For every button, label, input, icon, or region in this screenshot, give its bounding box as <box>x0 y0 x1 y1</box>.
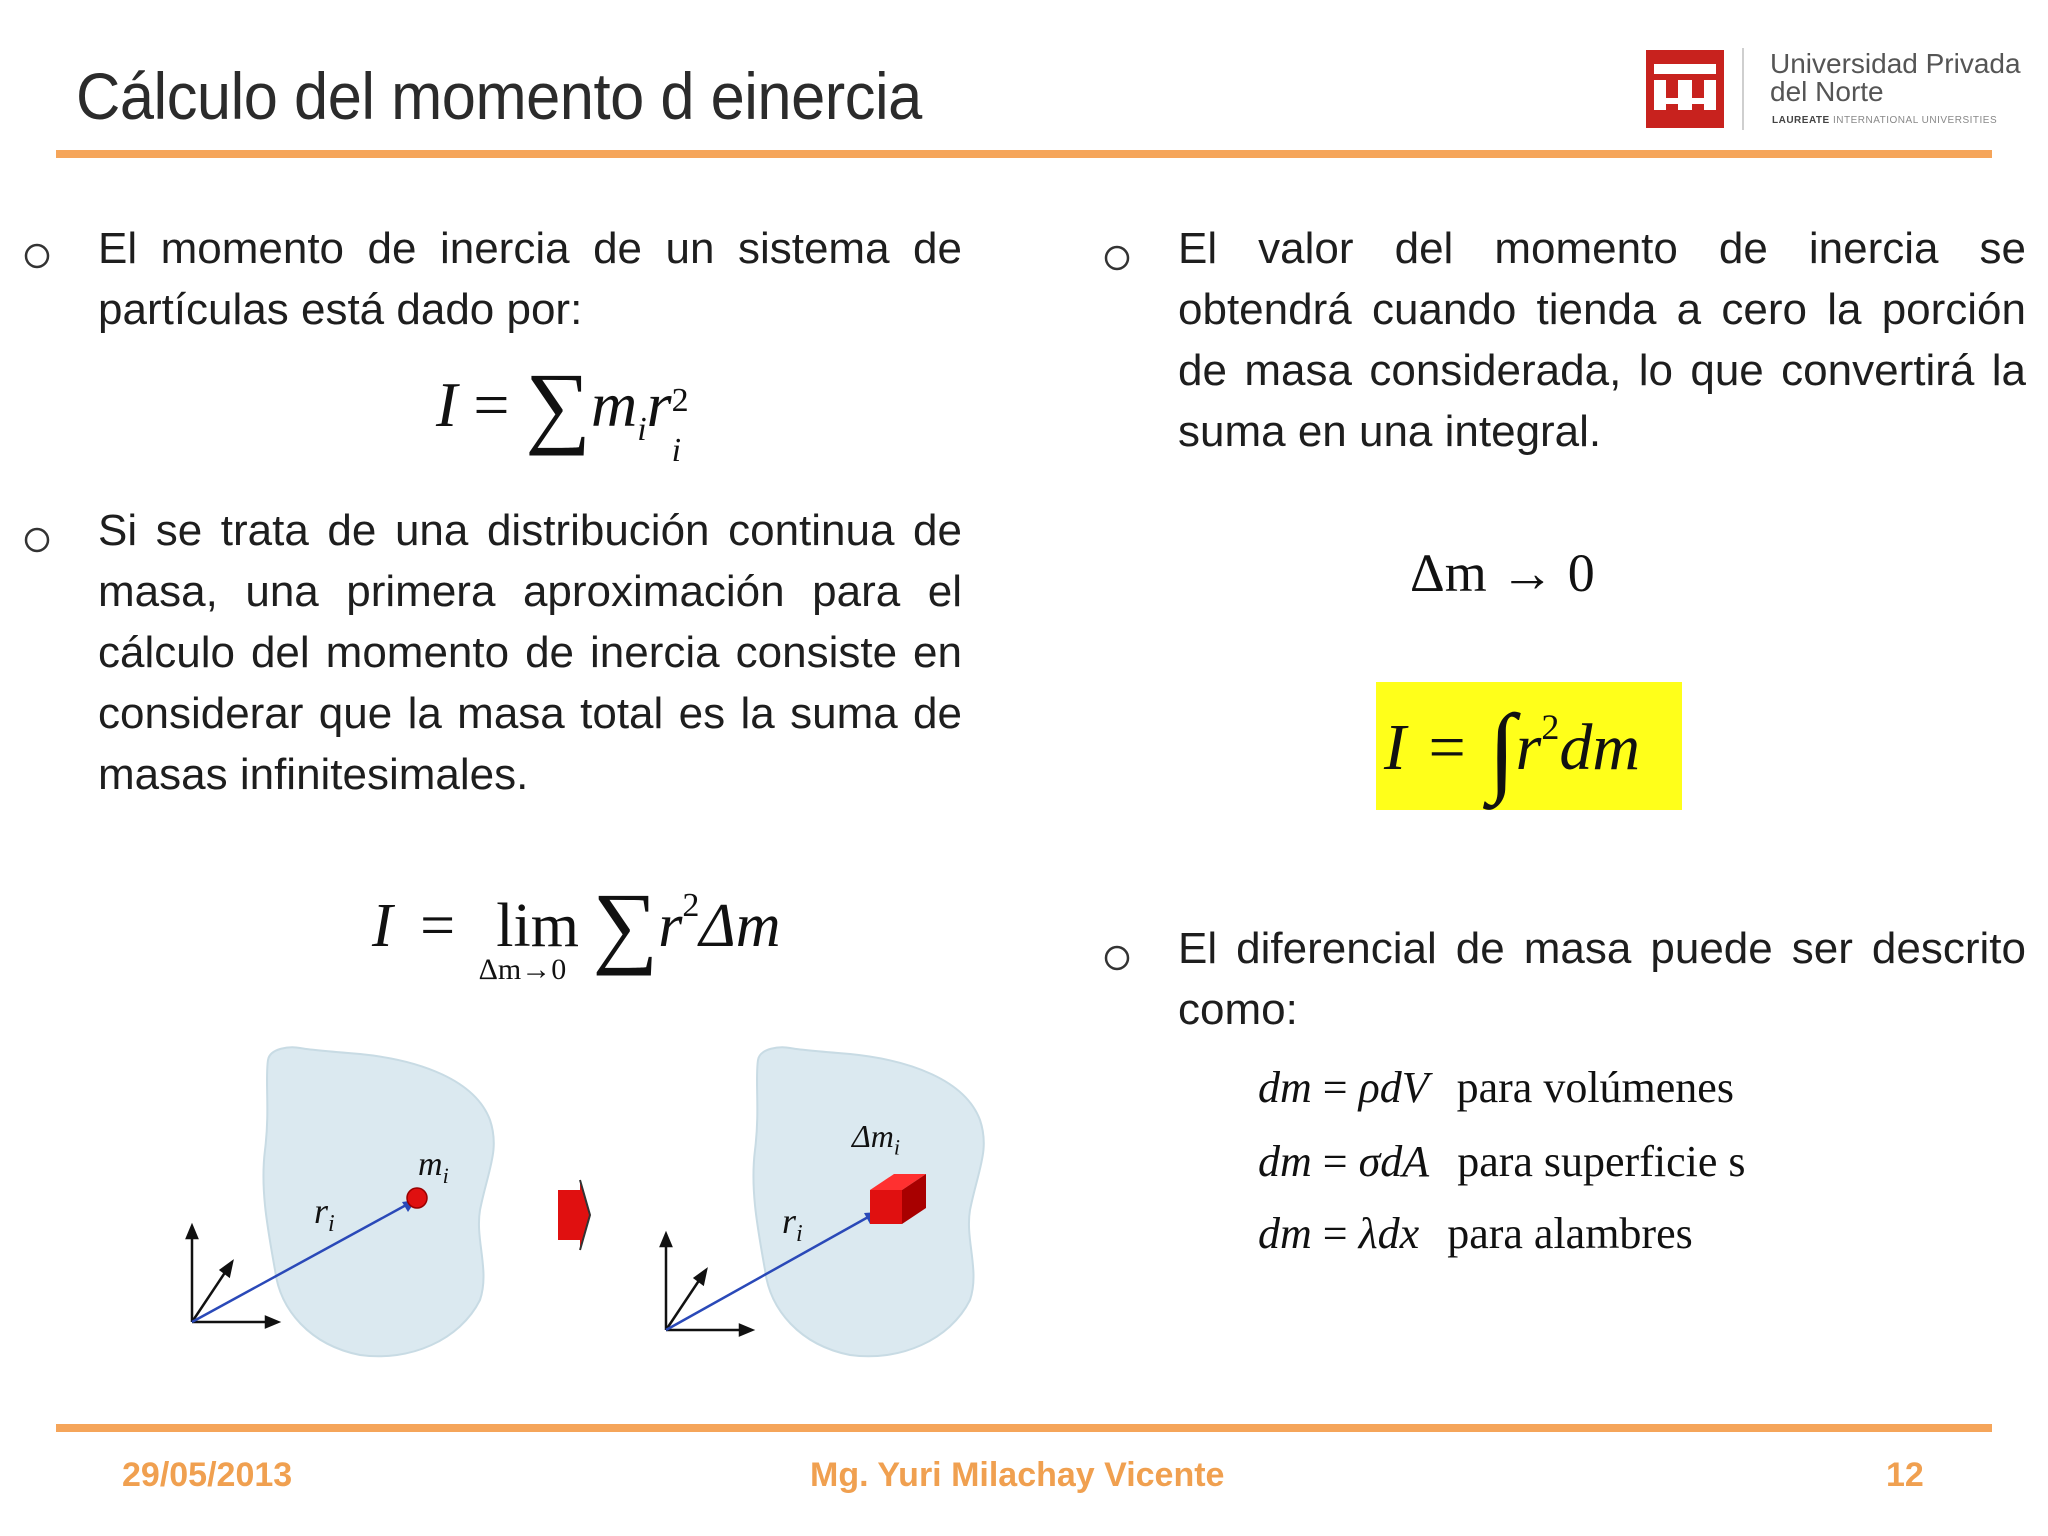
eq2-lim-sub: Δm→0 <box>478 953 567 986</box>
point-mass <box>407 1188 427 1208</box>
left-axes <box>187 1226 278 1327</box>
eq1-sub-i-m: i <box>637 410 647 448</box>
int-equals: = <box>1428 711 1466 784</box>
label-ri-left <box>314 1190 335 1238</box>
label-ri-right <box>782 1200 803 1248</box>
eq2-lim: lim <box>496 892 579 960</box>
bullet-circle-icon <box>22 520 52 560</box>
int-symbol: ∫ <box>1488 694 1516 805</box>
def-surface <box>1258 1136 1746 1187</box>
def-surface-eq: = <box>1322 1137 1348 1186</box>
eq1-r: r <box>646 369 672 440</box>
int-exponent: 2 <box>1541 707 1560 747</box>
bullet-circle-icon <box>1102 238 1132 278</box>
equation-discrete-sum <box>436 352 696 469</box>
bullet-circle-icon <box>1102 938 1132 978</box>
right-bullet-1-text: El valor del momento de inercia se obtendrá cuando tienda a cero la porción de masa considerada, lo que convertirá la suma en una integral. <box>1178 224 2026 456</box>
int-dm: dm <box>1559 711 1640 784</box>
def-volume <box>1258 1062 1734 1113</box>
eq1-m: m <box>591 369 638 440</box>
def-surface-expr: σdA <box>1358 1137 1430 1186</box>
def-volume-eq: = <box>1322 1063 1348 1112</box>
header-rule <box>56 150 1992 158</box>
equation-limit-sum <box>372 872 781 986</box>
eq2-delta-m: Δm <box>699 892 781 960</box>
label-ri-right-i: i <box>796 1221 803 1248</box>
footer-page-number: 12 <box>1886 1456 1924 1494</box>
eq2-lhs: I <box>372 892 393 960</box>
logo-tagline <box>1772 115 1997 126</box>
eq2-r: r <box>658 892 683 960</box>
label-ri-left-r: r <box>314 1191 329 1231</box>
label-ri-left-i: i <box>328 1211 335 1238</box>
label-delta-mi <box>852 1118 900 1160</box>
logo-separator <box>1742 48 1744 130</box>
def-wire-dm: dm <box>1258 1209 1312 1258</box>
limit-delta-m: Δm → 0 <box>1410 543 1595 603</box>
right-bullet-2-text: El diferencial de masa puede ser descrito como: <box>1178 924 2026 1034</box>
footer-date: 29/05/2013 <box>122 1456 293 1494</box>
def-volume-expr: ρdV <box>1358 1063 1429 1112</box>
eq1-equals: = <box>473 369 510 440</box>
label-ri-right-r: r <box>782 1201 797 1241</box>
def-wire-label: para alambres <box>1447 1209 1693 1258</box>
logo-line1: Universidad Privada <box>1770 48 2021 79</box>
label-mi-i: i <box>442 1162 449 1188</box>
footer-rule <box>56 1424 1992 1432</box>
label-mi <box>418 1146 449 1189</box>
label-mi-m: m <box>418 1146 443 1183</box>
int-lhs: I <box>1384 711 1406 784</box>
logo-tagline-rest: INTERNATIONAL UNIVERSITIES <box>1832 115 1998 126</box>
left-bullet-2-text: Si se trata de una distribución continua de masa, una primera aproximación para el cálculo del momento de inercia consiste en considerar que la masa total es la suma de masas infinitesimales. <box>98 506 962 799</box>
eq2-exponent: 2 <box>682 887 700 924</box>
eq2-sum-symbol: ∑ <box>592 874 659 976</box>
logo-line2: del Norte <box>1770 76 1884 107</box>
mass-distribution-figure <box>170 1040 1010 1370</box>
def-wire-eq: = <box>1322 1209 1348 1258</box>
logo-tagline-bold: LAUREATE <box>1772 115 1830 126</box>
def-volume-dm: dm <box>1258 1063 1312 1112</box>
def-wire-expr: λdx <box>1358 1209 1420 1258</box>
transition-arrow-icon <box>558 1180 590 1250</box>
left-mass-blob <box>263 1047 493 1356</box>
eq2-equals: = <box>420 892 456 960</box>
bullet-circle-icon <box>22 236 52 276</box>
eq1-exponent: 2 <box>671 382 689 419</box>
def-volume-label: para volúmenes <box>1456 1063 1734 1112</box>
left-bullet-1-text: El momento de inercia de un sistema de partículas está dado por: <box>98 224 962 334</box>
def-wire <box>1258 1208 1693 1259</box>
equation-integral <box>1384 692 1640 807</box>
slide-title: Cálculo del momento d einercia <box>76 59 922 133</box>
label-delta-mi-i: i <box>893 1134 901 1160</box>
label-delta-mi-dm: Δm <box>852 1118 894 1154</box>
eq1-sum-symbol: ∑ <box>525 354 591 456</box>
eq1-sub-i-r: i <box>671 432 682 469</box>
university-logo-icon <box>1646 50 1724 128</box>
right-axes <box>661 1234 752 1335</box>
def-surface-dm: dm <box>1258 1137 1312 1186</box>
footer-author: Mg. Yuri Milachay Vicente <box>810 1456 1225 1494</box>
int-r: r <box>1515 711 1542 784</box>
def-surface-label: para superficie s <box>1457 1137 1746 1186</box>
eq1-lhs: I <box>436 369 458 440</box>
